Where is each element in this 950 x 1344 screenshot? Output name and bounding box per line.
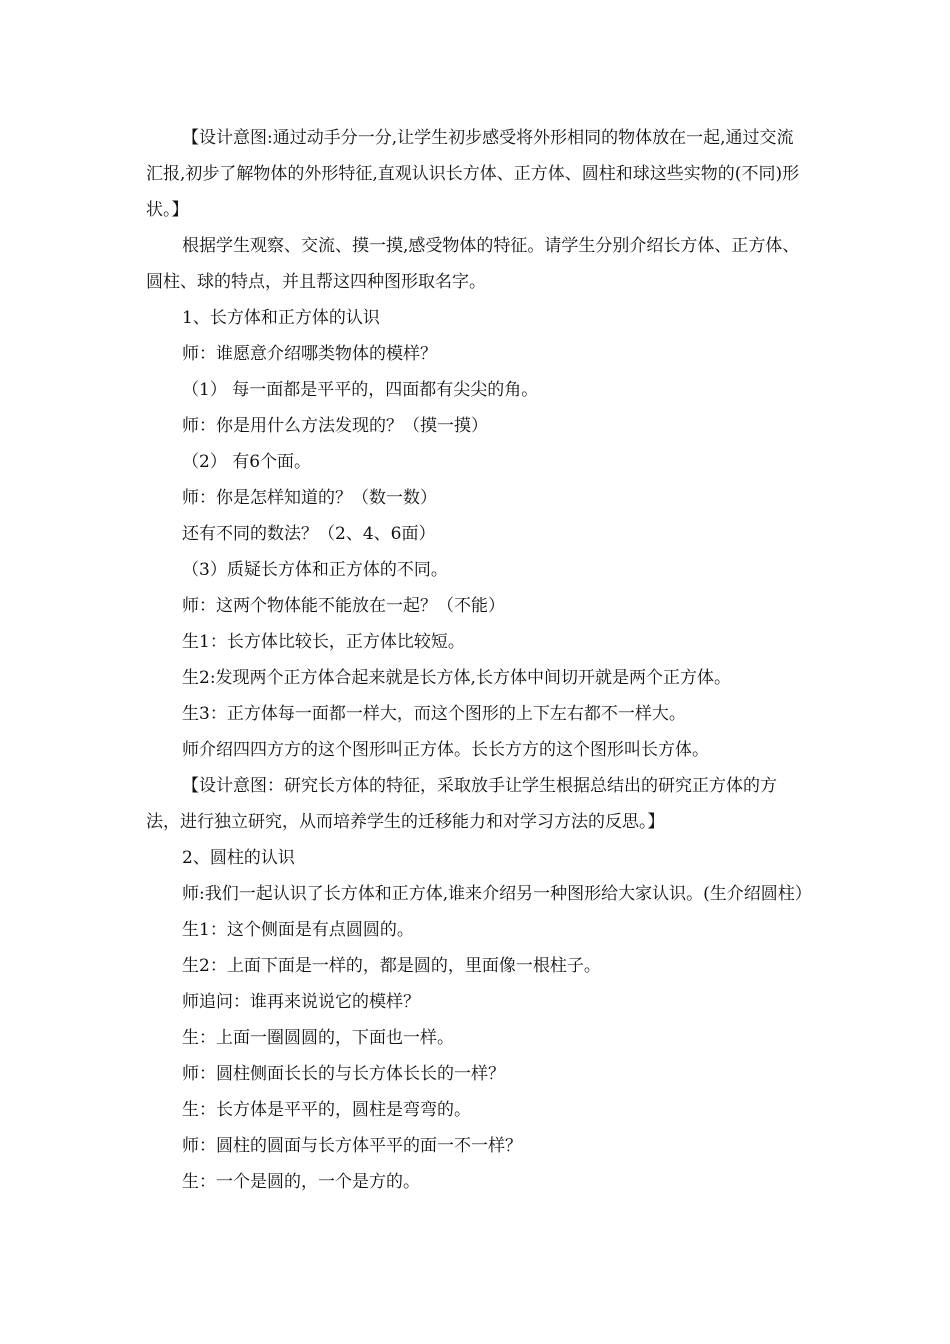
dialogue-line: 生2:发现两个正方体合起来就是长方体,长方体中间切开就是两个正方体。 bbox=[182, 668, 731, 688]
dialogue-line: 师：圆柱侧面长长的与长方体长长的一样？ bbox=[182, 1064, 505, 1084]
dialogue-line: 师：谁愿意介绍哪类物体的模样？ bbox=[182, 344, 437, 364]
section-heading-cuboid-cube: 1、长方体和正方体的认识 bbox=[182, 308, 380, 328]
dialogue-line: （2） 有6个面。 bbox=[182, 452, 312, 472]
dialogue-line: 生2：上面下面是一样的，都是圆的，里面像一根柱子。 bbox=[182, 956, 601, 976]
dialogue-line: 生：长方体是平平的，圆柱是弯弯的。 bbox=[182, 1100, 471, 1120]
dialogue-line: 师追问：谁再来说说它的模样？ bbox=[182, 992, 420, 1012]
dialogue-line: 师介绍四四方方的这个图形叫正方体。长长方方的这个图形叫长方体。 bbox=[182, 740, 709, 760]
document-body bbox=[146, 120, 810, 1200]
paragraph-observe-features: 根据学生观察、交流、摸一摸,感受物体的特征。请学生分别介绍长方体、正方体、圆柱、球的特点，并且帮这四种图形取名字。 bbox=[146, 236, 800, 292]
dialogue-line: 师：圆柱的圆面与长方体平平的面一不一样？ bbox=[182, 1136, 522, 1156]
dialogue-line: 生：一个是圆的，一个是方的。 bbox=[182, 1172, 420, 1192]
design-intent-paragraph-1: 【设计意图:通过动手分一分,让学生初步感受将外形相同的物体放在一起,通过交流汇报,初步了解物体的外形特征,直观认识长方体、正方体、圆柱和球这些实物的(不同)形状。】 bbox=[146, 128, 800, 220]
design-intent-paragraph-2: 【设计意图：研究长方体的特征，采取放手让学生根据总结出的研究正方体的方法，进行独立研究，从而培养学生的迁移能力和对学习方法的反思。】 bbox=[146, 776, 777, 832]
dialogue-line: 生1：长方体比较长，正方体比较短。 bbox=[182, 632, 465, 652]
dialogue-line: 生3：正方体每一面都一样大，而这个图形的上下左右都不一样大。 bbox=[182, 704, 686, 724]
dialogue-line: 还有不同的数法？（2、4、6面） bbox=[182, 524, 436, 544]
dialogue-line: （1） 每一面都是平平的，四面都有尖尖的角。 bbox=[182, 380, 539, 400]
dialogue-line: 师：你是怎样知道的？（数一数） bbox=[182, 488, 437, 508]
dialogue-line: 师：你是用什么方法发现的？（摸一摸） bbox=[182, 416, 488, 436]
dialogue-line: 师：这两个物体能不能放在一起？（不能） bbox=[182, 596, 505, 616]
dialogue-line: 师:我们一起认识了长方体和正方体,谁来介绍另一种图形给大家认识。(生介绍圆柱） bbox=[182, 884, 812, 904]
dialogue-line: 生：上面一圈圆圆的，下面也一样。 bbox=[182, 1028, 454, 1048]
section-heading-cylinder: 2、圆柱的认识 bbox=[182, 848, 295, 868]
dialogue-line: 生1：这个侧面是有点圆圆的。 bbox=[182, 920, 414, 940]
dialogue-line: （3）质疑长方体和正方体的不同。 bbox=[182, 560, 448, 580]
